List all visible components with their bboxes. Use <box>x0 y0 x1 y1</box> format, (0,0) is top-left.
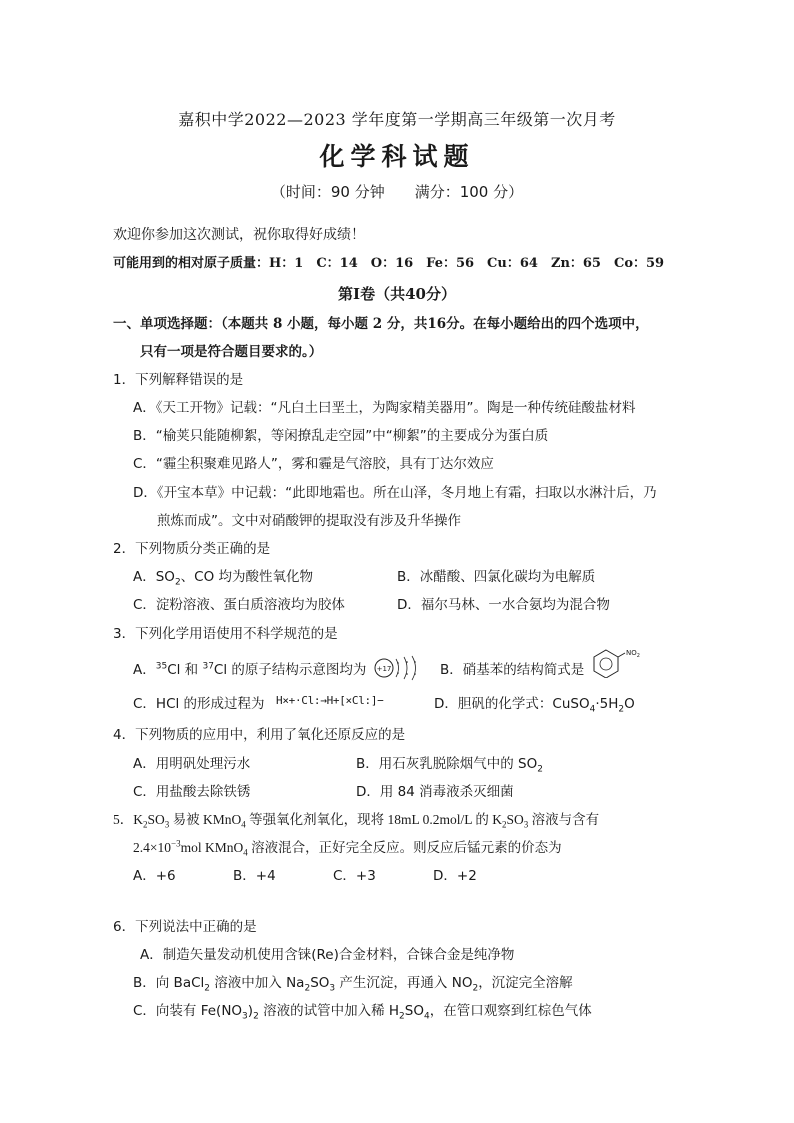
q2-option-a: A．$SO_2$、CO 均为酸性氧化物 <box>133 569 314 588</box>
nitrobenzene-structure <box>590 646 648 678</box>
q5-option-a: A．+6 <box>133 868 176 884</box>
q1-option-b: B．“榆荚只能随柳絮，等闲撩乱走空园”中“柳絮”的主要成分为蛋白质 <box>133 428 549 444</box>
q1-option-d: D．《开宝本草》中记载：“此即地霜也。所在山泽，冬月地上有霜，扫取以水淋汁后，乃 <box>133 485 657 501</box>
q2-option-b: B．冰醋酸、四氯化碳均为电解质 <box>397 569 596 585</box>
q4-option-d: D．用 84 消毒液杀灭细菌 <box>356 784 514 800</box>
svg-text:NO2 <box>626 649 640 659</box>
section-heading: 一、单项选择题：（本题共 8 小题，每小题 2 分，共16分。在每小题给出的四个选项中， <box>113 316 649 332</box>
hcl-formation-equation: H×+·Cl:→H+[×Cl:]− <box>276 694 384 707</box>
q6-option-a: A．制造矢量发动机使用含铼(Re)合金材料，合铼合金是纯净物 <box>140 947 515 963</box>
q2-option-c: C．淀粉溶液、蛋白质溶液均为胶体 <box>133 597 345 613</box>
q1-option-d-cont: 煎炼而成”。文中对硝酸钾的提取没有涉及升华操作 <box>157 513 461 529</box>
q4-option-a: A．用明矾处理污水 <box>133 756 251 772</box>
q5-option-b: B．+4 <box>233 868 276 884</box>
question-5-stem: 5．$K_2SO_3$ 易被 KMnO$_4$ 等强氧化剂氧化，现将 18mL 0.2mol/L 的 $K_2SO_3$ 溶液与含有 <box>113 812 600 830</box>
q3-option-c: C．HCl 的形成过程为 <box>133 696 265 712</box>
question-4-stem: 4．下列物质的应用中，利用了氧化还原反应的是 <box>113 727 406 743</box>
atomic-masses: 可能用到的相对原子质量：H：1 C：14 O：16 Fe：56 Cu：64 Zn：65 Co：59 <box>113 256 665 271</box>
q3-option-d: D．胆矾的化学式：$CuSO_4\cdot 5H_2O$ <box>434 696 635 715</box>
nitro-group-label: NO <box>626 649 637 657</box>
exam-header-line: 嘉积中学2022—2023 学年度第一学期高三年级第一次月考 <box>178 110 616 129</box>
exam-time-score: （时间：90 分钟 满分：100 分） <box>270 183 524 201</box>
q3-option-a: A．$^{35}$Cl 和 $^{37}$Cl 的原子结构示意图均为 <box>133 661 367 678</box>
section-heading-cont: 只有一项是符合题目要求的。） <box>140 344 323 360</box>
q4-option-c: C．用盐酸去除铁锈 <box>133 784 251 800</box>
question-3-stem: 3．下列化学用语使用不科学规范的是 <box>113 626 338 642</box>
q5-option-c: C．+3 <box>333 868 376 884</box>
exam-subject-title: 化学科试题 <box>319 142 475 171</box>
question-2-stem: 2．下列物质分类正确的是 <box>113 541 271 557</box>
q6-option-b: B．向 BaCl$_2$ 溶液中加入 $Na_2SO_3$ 产生沉淀，再通入 $NO_2$，沉淀完全溶解 <box>133 975 573 994</box>
question-5-stem-cont: $2.4\times 10^{-3}mol$ KMnO$_4$ 溶液混合，正好完全反应。则反应后锰元素的价态为 <box>133 838 562 858</box>
q1-option-c: C．“霾尘积聚难见路人”，雾和霾是气溶胶，具有丁达尔效应 <box>133 456 494 472</box>
greeting: 欢迎你参加这次测试，祝你取得好成绩！ <box>113 227 365 243</box>
question-6-stem: 6．下列说法中正确的是 <box>113 919 257 935</box>
q4-option-b: B．用石灰乳脱除烟气中的 $SO_2$ <box>356 756 543 775</box>
nucleus-charge: +17 <box>376 665 392 673</box>
atomic-structure-diagram <box>374 653 422 683</box>
part-title: 第Ⅰ卷（共40分） <box>338 285 456 303</box>
nitro-group-subscript: 2 <box>636 653 640 659</box>
q2-option-d: D．福尔马林、一水合氨均为混合物 <box>397 597 610 613</box>
question-1-stem: 1．下列解释错误的是 <box>113 372 244 388</box>
q1-option-a: A．《天工开物》记载：“凡白土曰垩土，为陶家精美器用”。陶是一种传统硅酸盐材料 <box>133 400 636 416</box>
q5-option-d: D．+2 <box>433 868 477 884</box>
q3-option-b: B．硝基苯的结构简式是 <box>440 662 585 678</box>
q6-option-c: C．向装有 $Fe(NO_3)_2$ 溶液的试管中加入稀 $H_2SO_4$，在管口观察到红棕色气体 <box>133 1003 592 1022</box>
